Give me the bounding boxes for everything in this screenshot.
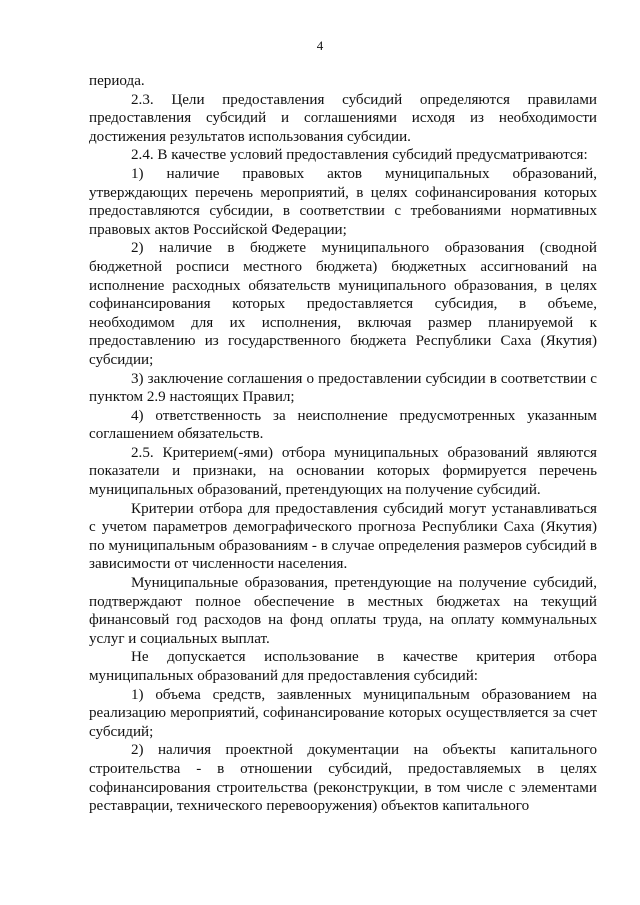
page-number: 4: [316, 38, 324, 53]
paragraph-2-5: 2.5. Критерием(-ями) отбора муниципальных образований являются показатели и признаки, на основании которых формируется перечень муниципальных образований, претендующих на получение субсидий.: [89, 444, 597, 499]
paragraph-not-allowed: Не допускается использование в качестве критерия отбора муниципальных образований для предоставления субсидий:: [89, 649, 597, 684]
paragraph-not-allowed-item-1: 1) объема средств, заявленных муниципальным образованием на реализацию мероприятий, софинансирование которых осуществляется за счет субсидий;: [89, 686, 597, 740]
paragraph-2-4: 2.4. В качестве условий предоставления субсидий предусматриваются:: [131, 147, 588, 164]
paragraph-municipal-obligations: Муниципальные образования, претендующие на получение субсидий, подтверждают полное обеспечение в местных бюджетах на текущий финансовый год расходов на фонд оплаты труда, на оплату коммунальных услуг и социальных выплат.: [89, 575, 597, 647]
paragraph-2-4-item-3: 3) заключение соглашения о предоставлении субсидии в соответствии с пунктом 2.9 настоящих Правил;: [89, 370, 597, 406]
paragraph-not-allowed-item-2: 2) наличия проектной документации на объекты капитального строительства - в отношении субсидий, предоставляемых в целях софинансирования строительства (реконструкции, в том числе с элементами реставрации, технического перевооружения) объектов капитального: [89, 742, 597, 815]
paragraph-2-4-item-4: 4) ответственность за неисполнение предусмотренных указанным соглашением обязательств.: [89, 407, 597, 443]
document-body: [89, 72, 597, 816]
paragraph-continuation: периода.: [89, 73, 145, 89]
paragraph-2-4-item-2: 2) наличие в бюджете муниципального образования (сводной бюджетной росписи местного бюджета) бюджетных ассигнований на исполнение расходных обязательств муниципального образования, в целях софинансирования которых предоставляется субсидия, в объеме, необходимом для их исполнения, включая размер планируемой к предоставлению из государственного бюджета Республики Саха (Якутия) субсидии;: [89, 240, 597, 368]
paragraph-2-3: 2.3. Цели предоставления субсидий определяются правилами предоставления субсидий и соглашениями исходя из необходимости достижения результатов использования субсидии.: [89, 91, 597, 145]
paragraph-2-4-item-1: 1) наличие правовых актов муниципальных образований, утверждающих перечень мероприятий, в целях софинансирования которых предоставляются субсидии, в соответствии с требованиями нормативных правовых актов Российской Федерации;: [89, 165, 597, 238]
paragraph-criteria-demographic: Критерии отбора для предоставления субсидий могут устанавливаться с учетом параметров демографического прогноза Республики Саха (Якутия) по муниципальным образованиям - в случае определения размеров субсидий в зависимости от численности населения.: [89, 500, 597, 573]
